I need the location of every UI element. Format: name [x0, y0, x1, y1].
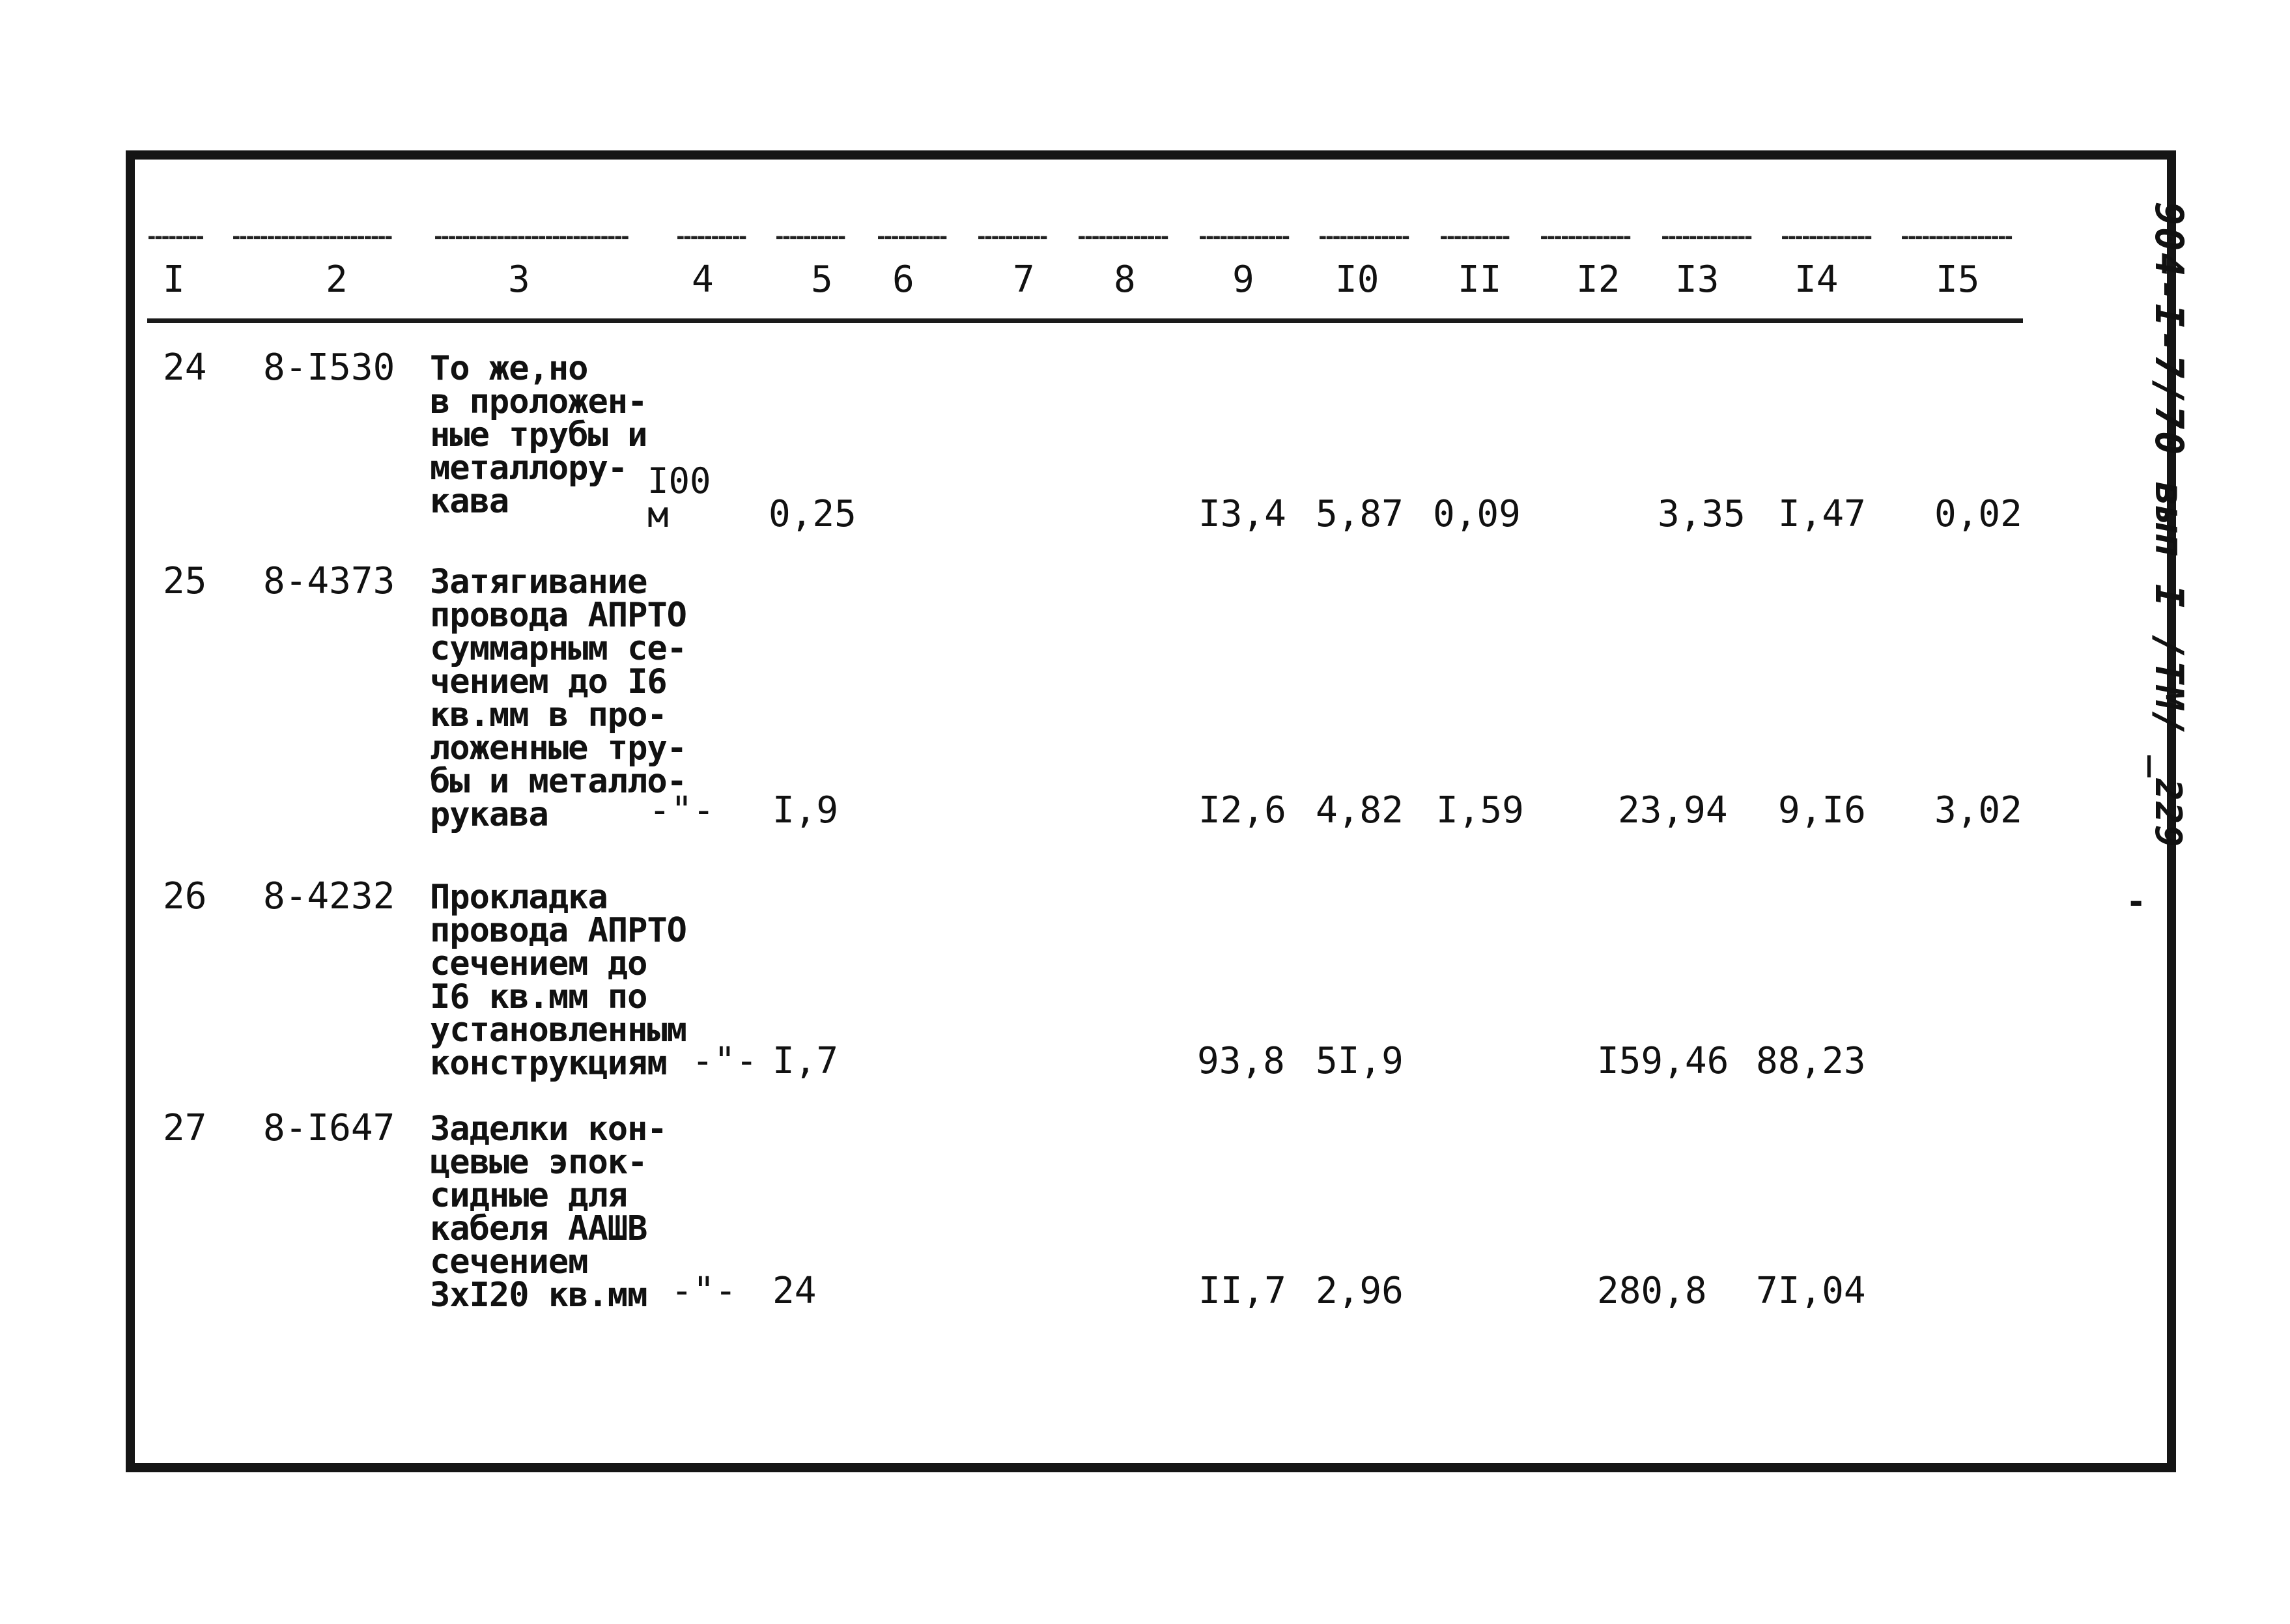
header-dashes: ▬▬▬▬▬▬▬▬▬▬: [677, 233, 747, 241]
cell-c10: 5I,9: [1316, 1040, 1404, 1082]
header-dashes: ▬▬▬▬▬▬▬▬▬▬▬▬▬▬▬▬: [1902, 233, 2013, 241]
column-header: II: [1458, 259, 1502, 301]
cell-c13: 23,94: [1618, 789, 1728, 832]
cell-c14: 88,23: [1756, 1040, 1866, 1082]
cell-c11: 0,09: [1433, 493, 1521, 535]
row-code: 8-4373: [263, 560, 395, 602]
column-header: I5: [1936, 259, 1980, 301]
header-dashes: ▬▬▬▬▬▬▬▬: [148, 233, 205, 241]
column-header: I0: [1335, 259, 1379, 301]
cell-c9: I3,4: [1198, 493, 1286, 535]
row-code: 8-4232: [263, 875, 395, 917]
header-dashes: ▬▬▬▬▬▬▬▬▬▬▬▬▬▬▬▬▬▬▬▬▬▬▬▬▬▬▬▬: [435, 233, 629, 241]
cell-c14: I,47: [1778, 493, 1866, 535]
margin-code-text: 904-I-7/70 вып I /ТМ/: [2146, 202, 2192, 737]
column-header: 5: [811, 259, 833, 301]
header-dashes: ▬▬▬▬▬▬▬▬▬▬▬▬▬: [1541, 233, 1632, 241]
column-header: I3: [1675, 259, 1719, 301]
header-dashes: ▬▬▬▬▬▬▬▬▬▬: [978, 233, 1048, 241]
header-dashes: ▬▬▬▬▬▬▬▬▬▬▬▬▬▬▬▬▬▬▬▬▬▬▬: [233, 233, 393, 241]
header-dashes: ▬▬▬▬▬▬▬▬▬▬: [776, 233, 846, 241]
column-header: 6: [892, 259, 914, 301]
row-qty: I,7: [772, 1040, 839, 1082]
column-header: 9: [1232, 259, 1254, 301]
cell-c15: 0,02: [1934, 493, 2022, 535]
header-rule: [147, 318, 2023, 323]
header-dashes: ▬▬▬▬▬▬▬▬▬▬▬▬▬: [1662, 233, 1753, 241]
header-dashes: ▬▬▬▬▬▬▬▬▬▬: [878, 233, 948, 241]
cell-c11: I,59: [1436, 789, 1524, 832]
cell-c9: 93,8: [1197, 1040, 1285, 1082]
header-dashes: ▬▬▬▬▬▬▬▬▬▬▬▬▬: [1079, 233, 1169, 241]
row-unit: -"-: [671, 1270, 737, 1312]
row-qty: 0,25: [769, 493, 856, 535]
cell-c15: 3,02: [1934, 789, 2022, 832]
header-dashes: ▬▬▬▬▬▬▬▬▬▬▬▬▬: [1200, 233, 1290, 241]
page-number-text: _229: [2147, 755, 2189, 848]
row-code: 8-I530: [263, 346, 395, 389]
cell-c10: 4,82: [1316, 789, 1404, 832]
row-description: Прокладка провода АПРТО сечением до I6 кв.мм по установленным конструкциям: [430, 878, 686, 1083]
cell-c10: 5,87: [1316, 493, 1404, 535]
cell-c13: 3,35: [1658, 493, 1746, 535]
column-header: I: [163, 259, 185, 301]
cell-c10: 2,96: [1316, 1270, 1404, 1312]
row-description: Заделки кон- цевые эпок- сидные для кабеля ААШВ сечением 3хI20 кв.мм: [430, 1110, 667, 1315]
cell-c14: 9,I6: [1778, 789, 1866, 832]
column-header: 3: [508, 259, 530, 301]
row-description: То же,но в проложен- ные трубы и металлору- кава: [430, 349, 647, 521]
cell-c9: II,7: [1198, 1270, 1286, 1312]
column-header: 4: [692, 259, 714, 301]
row-qty: I,9: [772, 789, 839, 832]
row-qty: 24: [772, 1270, 817, 1312]
column-header: I4: [1794, 259, 1839, 301]
row-number: 25: [163, 560, 207, 602]
header-dashes: ▬▬▬▬▬▬▬▬▬▬▬▬▬: [1320, 233, 1410, 241]
header-dashes: ▬▬▬▬▬▬▬▬▬▬: [1441, 233, 1510, 241]
cell-c12: I59,46: [1597, 1040, 1729, 1082]
column-header: 7: [1013, 259, 1035, 301]
header-dashes: ▬▬▬▬▬▬▬▬▬▬▬▬▬: [1782, 233, 1873, 241]
row-number: 26: [163, 875, 207, 917]
row-number: 27: [163, 1107, 207, 1149]
column-header: 2: [326, 259, 348, 301]
column-header: I2: [1576, 259, 1620, 301]
row-unit: I00 м: [647, 460, 711, 535]
cell-c14: 7I,04: [1756, 1270, 1866, 1312]
cell-c9: I2,6: [1198, 789, 1286, 832]
row-description: Затягивание провода АПРТО суммарным се- чением до I6 кв.мм в про- ложенные тру- бы и металло- рукава: [430, 563, 686, 834]
column-header: 8: [1114, 259, 1136, 301]
page-dash: -: [2126, 882, 2147, 921]
row-unit: -"-: [649, 789, 715, 832]
row-number: 24: [163, 346, 207, 389]
cell-c12: 280,8: [1597, 1270, 1707, 1312]
row-code: 8-I647: [263, 1107, 395, 1149]
row-unit: -"-: [692, 1040, 758, 1082]
